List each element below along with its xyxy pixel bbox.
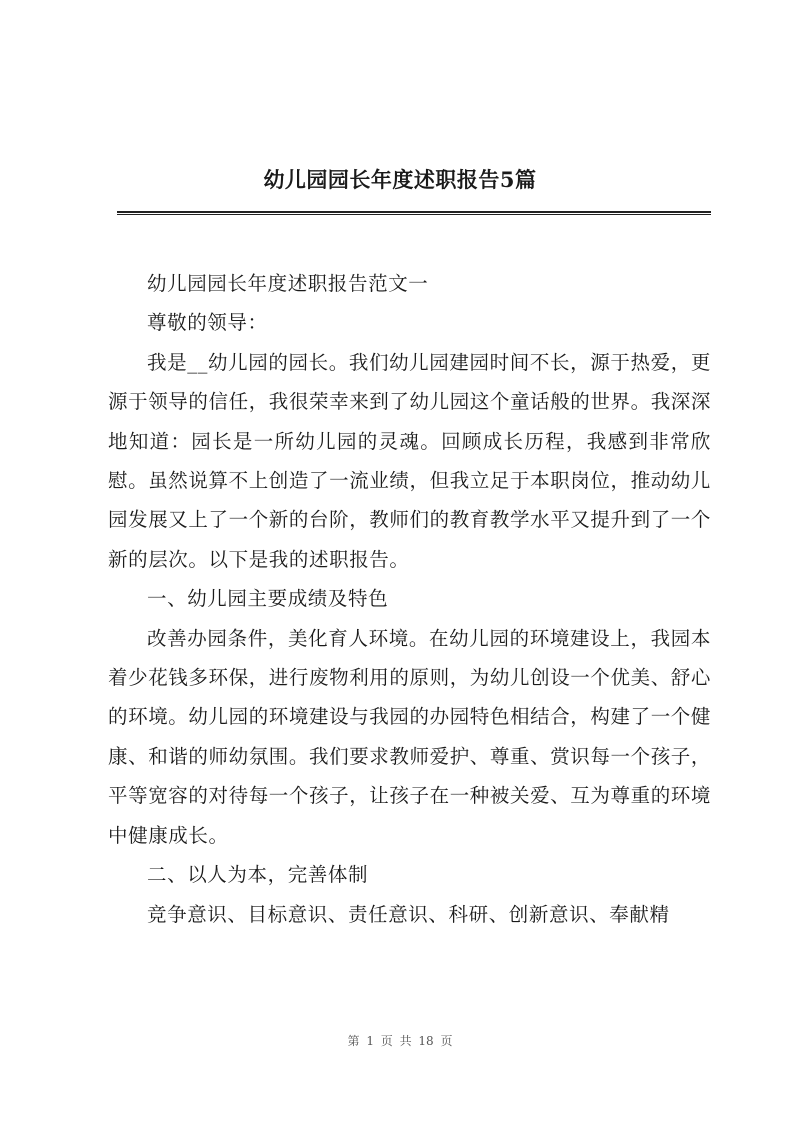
section-1-paragraph: 改善办园条件，美化育人环境。在幼儿园的环境建设上，我园本着少花钱多环保，进行废物利用的原则，为幼儿创设一个优美、舒心的环境。幼儿园的环境建设与我园的办园特色相结合，构建了一个健康、和谐的师幼氛围。我们要求教师爱护、尊重、赏识每一个孩子，平等宽容的对待每一个孩子，让孩子在一种被关爱、互为尊重的环境中健康成长。 xyxy=(108,626,712,847)
title-divider xyxy=(117,211,711,215)
document-title: 幼儿园园长年度述职报告5篇 xyxy=(263,167,537,192)
subtitle-paragraph: 幼儿园园长年度述职报告范文一 xyxy=(147,272,429,295)
document-body xyxy=(108,264,711,934)
salutation-paragraph: 尊敬的领导： xyxy=(147,311,268,335)
section-2-paragraph: 竞争意识、目标意识、责任意识、科研、创新意识、奉献精 xyxy=(147,902,670,926)
section-heading-2: 二、以人为本，完善体制 xyxy=(147,863,369,887)
section-heading-1: 一、幼儿园主要成绩及特色 xyxy=(147,587,389,611)
page-number-footer: 第 1 页 共 18 页 xyxy=(347,1034,453,1048)
intro-paragraph: 我是__幼儿园的园长。我们幼儿园建园时间不长，源于热爱，更源于领导的信任，我很荣幸来到了幼儿园这个童话般的世界。我深深地知道：园长是一所幼儿园的灵魂。回顾成长历程，我感到非常欣慰。虽然说算不上创造了一流业绩，但我立足于本职岗位，推动幼儿园发展又上了一个新的台阶，教师们的教育教学水平又提升到了一个新的层次。以下是我的述职报告。 xyxy=(108,350,712,571)
